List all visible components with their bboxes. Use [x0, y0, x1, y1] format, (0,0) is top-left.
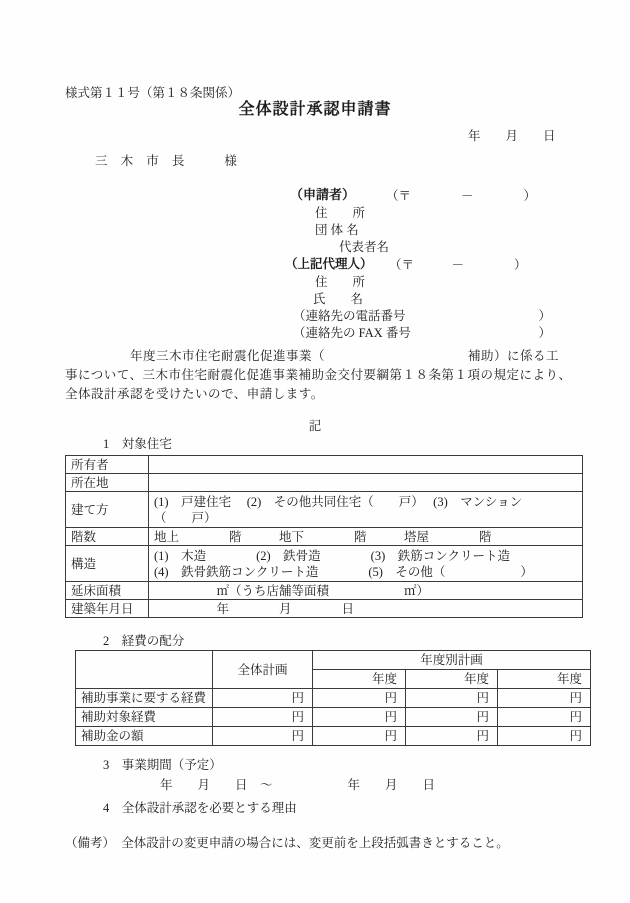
header-year-3: 年度	[498, 670, 591, 689]
applicant-address-label: 住 所	[315, 206, 366, 220]
agent-address-label: 住 所	[315, 275, 366, 289]
expense-allocation-table	[75, 650, 591, 746]
construction-date-value-cell: 年 月 日	[149, 600, 583, 618]
table-row	[66, 474, 583, 492]
table-header-row	[76, 651, 591, 670]
contact-fax-line	[293, 324, 551, 342]
row-label-floors: 階数	[66, 528, 149, 546]
amount-cell-yen: 円	[498, 689, 591, 708]
building-type-value-cell: (1) 戸建住宅 (2) その他共同住宅（ 戸） (3) マンション （ 戸）	[149, 492, 583, 528]
row-label-structure: 構造	[66, 546, 149, 582]
target-house-table	[65, 455, 583, 618]
table-row	[66, 492, 583, 528]
amount-cell-yen: 円	[213, 727, 313, 746]
contact-phone-close-paren: ）	[538, 309, 551, 323]
header-year-2: 年度	[406, 670, 498, 689]
body-paragraph-line2: 事について、三木市住宅耐震化促進事業補助金交付要綱第１８条第１項の規定により、	[65, 368, 572, 382]
table-row	[66, 528, 583, 546]
page-title: 全体設計承認申請書	[238, 101, 392, 118]
amount-cell-yen: 円	[406, 708, 498, 727]
section3-heading: 3 事業期間（予定）	[103, 758, 222, 772]
header-yearly-plan: 年度別計画	[313, 651, 591, 670]
floor-area-value-cell: ㎡（うち店舗等面積 ㎡）	[149, 582, 583, 600]
row-label-project-expenses: 補助事業に要する経費	[76, 689, 213, 708]
amount-cell-yen: 円	[406, 727, 498, 746]
row-label-eligible-expenses: 補助対象経費	[76, 708, 213, 727]
row-label-location: 所在地	[66, 474, 149, 492]
agent-postal-code: （〒 － ）	[389, 258, 527, 272]
body-paragraph-line3: 全体設計承認を受けたいので、申請します。	[65, 387, 324, 401]
applicant-postal-code: （〒 － ）	[386, 189, 537, 203]
table-row	[66, 582, 583, 600]
applicant-label: （申請者）	[290, 187, 356, 202]
table-row	[76, 727, 591, 746]
structure-value-cell: (1) 木造 (2) 鉄骨造 (3) 鉄筋コンクリート造 (4) 鉄骨鉄筋コンクリート造 (5) その他（ ）	[149, 546, 583, 582]
table-row	[66, 546, 583, 582]
header-empty-cell	[76, 651, 213, 689]
project-period-line: 年 月 日 ～ 年 月 日	[160, 778, 436, 792]
contact-fax-close-paren: ）	[538, 326, 551, 340]
amount-cell-yen: 円	[213, 689, 313, 708]
section4-heading: 4 全体設計承認を必要とする理由	[103, 801, 297, 815]
floors-value-cell: 地上 階 地下 階 塔屋 階	[149, 528, 583, 546]
amount-cell-yen: 円	[498, 727, 591, 746]
row-label-subsidy-amount: 補助金の額	[76, 727, 213, 746]
amount-cell-yen: 円	[313, 727, 406, 746]
table-row	[76, 689, 591, 708]
applicant-organization-label: 団 体 名	[315, 223, 359, 237]
amount-cell-yen: 円	[498, 708, 591, 727]
amount-cell-yen: 円	[313, 708, 406, 727]
amount-cell-yen: 円	[313, 689, 406, 708]
contact-phone-label: （連絡先の電話番号	[293, 309, 406, 323]
form-number: 様式第１１号（第１８条関係）	[65, 86, 241, 100]
contact-fax-label: （連絡先の FAX 番号	[293, 326, 411, 340]
ki-separator: 記	[308, 419, 322, 433]
row-label-floor-area: 延床面積	[66, 582, 149, 600]
row-label-owner: 所有者	[66, 456, 149, 474]
section2-heading: 2 経費の配分	[103, 634, 185, 648]
applicant-representative-label: 代表者名	[339, 240, 390, 254]
amount-cell-yen: 円	[406, 689, 498, 708]
contact-phone-line	[293, 307, 551, 325]
section1-heading: 1 対象住宅	[103, 437, 172, 451]
table-row	[66, 456, 583, 474]
header-overall-plan: 全体計画	[213, 651, 313, 689]
table-row	[66, 600, 583, 618]
location-value-cell	[149, 474, 583, 492]
table-row	[76, 708, 591, 727]
agent-name-label: 氏 名	[313, 292, 364, 306]
agent-label: （上記代理人）	[285, 257, 373, 271]
body-paragraph-line1: 年度三木市住宅耐震化促進事業（ 補助）に係る工	[65, 349, 560, 363]
header-year-1: 年度	[313, 670, 406, 689]
remarks-note: （備考） 全体設計の変更申請の場合には、変更前を上段括弧書きとすること。	[65, 836, 509, 850]
row-label-construction-date: 建築年月日	[66, 600, 149, 618]
amount-cell-yen: 円	[213, 708, 313, 727]
row-label-building-type: 建て方	[66, 492, 149, 528]
addressee: 三 木 市 長 様	[95, 154, 242, 168]
owner-value-cell	[149, 456, 583, 474]
date-line: 年 月 日	[468, 129, 556, 143]
